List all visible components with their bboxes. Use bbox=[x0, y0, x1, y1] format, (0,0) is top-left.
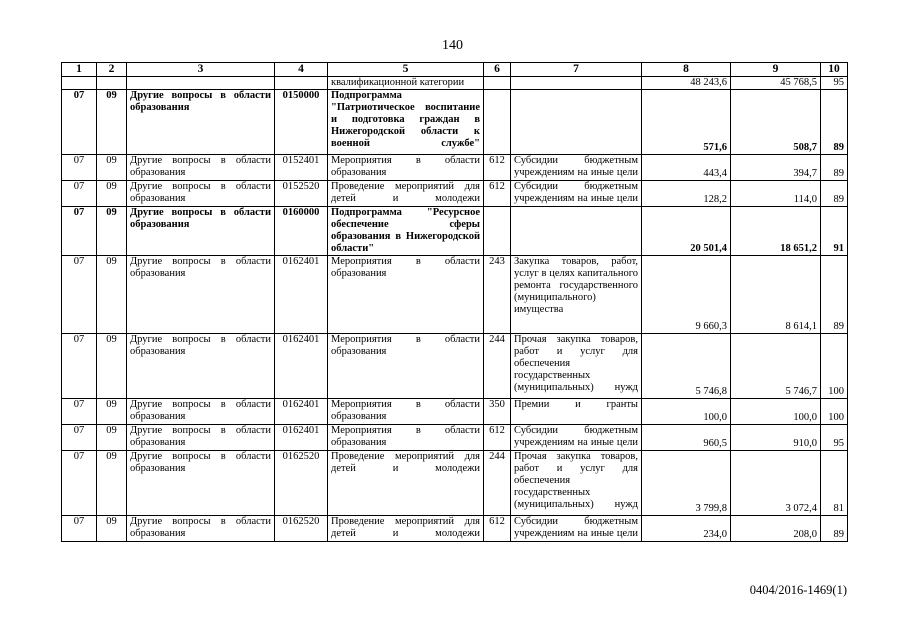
column-header: 10 bbox=[821, 63, 848, 77]
document-code: 0404/2016-1469(1) bbox=[749, 583, 847, 597]
cell-section: 07 bbox=[62, 334, 97, 399]
table-row bbox=[62, 90, 848, 155]
cell-assigned: 3 799,8 bbox=[642, 451, 731, 516]
cell-expense-name: Субсидии бюджетным учреждениям на иные цели bbox=[511, 516, 642, 542]
cell-subsection: 09 bbox=[97, 334, 127, 399]
cell-expense-name: Премии и гранты bbox=[511, 399, 642, 425]
column-header: 7 bbox=[511, 63, 642, 77]
page-number: 140 bbox=[442, 38, 463, 53]
cell-target-code: 0162401 bbox=[275, 256, 328, 334]
table-row bbox=[62, 207, 848, 256]
cell-assigned: 5 746,8 bbox=[642, 334, 731, 399]
cell-executed: 45 768,5 bbox=[731, 77, 821, 90]
cell-expense-name bbox=[511, 90, 642, 155]
cell-expense-type bbox=[484, 90, 511, 155]
cell-percent: 95 bbox=[821, 425, 848, 451]
cell-target-code: 0162520 bbox=[275, 516, 328, 542]
cell-description: квалификационной категории bbox=[328, 77, 484, 90]
table-row bbox=[62, 155, 848, 181]
cell-executed: 910,0 bbox=[731, 425, 821, 451]
cell-expense-name: Прочая закупка товаров, работ и услуг для обеспечения государственных (муниципальных) нужд bbox=[511, 334, 642, 399]
column-header: 4 bbox=[275, 63, 328, 77]
cell-percent: 89 bbox=[821, 516, 848, 542]
cell-expense-type: 612 bbox=[484, 425, 511, 451]
cell-expense-type: 244 bbox=[484, 334, 511, 399]
cell-percent: 89 bbox=[821, 90, 848, 155]
column-header: 6 bbox=[484, 63, 511, 77]
cell-section-name: Другие вопросы в области образования bbox=[127, 334, 275, 399]
cell-target-code: 0162401 bbox=[275, 399, 328, 425]
cell-expense-type: 243 bbox=[484, 256, 511, 334]
cell-description: Мероприятия в области образования bbox=[328, 155, 484, 181]
cell-percent: 81 bbox=[821, 451, 848, 516]
cell-expense-name: Субсидии бюджетным учреждениям на иные цели bbox=[511, 155, 642, 181]
cell-percent: 91 bbox=[821, 207, 848, 256]
cell-expense-type bbox=[484, 207, 511, 256]
cell-subsection: 09 bbox=[97, 181, 127, 207]
table-row bbox=[62, 399, 848, 425]
continuation-row bbox=[62, 77, 848, 90]
cell-section-name: Другие вопросы в области образования bbox=[127, 90, 275, 155]
cell-section-name: Другие вопросы в области образования bbox=[127, 155, 275, 181]
cell-assigned: 20 501,4 bbox=[642, 207, 731, 256]
cell-subsection: 09 bbox=[97, 451, 127, 516]
table-row bbox=[62, 451, 848, 516]
column-header: 9 bbox=[731, 63, 821, 77]
cell-percent: 100 bbox=[821, 334, 848, 399]
cell-percent: 89 bbox=[821, 181, 848, 207]
cell-expense-name: Прочая закупка товаров, работ и услуг для обеспечения государственных (муниципальных) нужд bbox=[511, 451, 642, 516]
table-row bbox=[62, 334, 848, 399]
cell-section: 07 bbox=[62, 425, 97, 451]
cell-subsection: 09 bbox=[97, 155, 127, 181]
cell-section-name: Другие вопросы в области образования bbox=[127, 516, 275, 542]
cell-target-code: 0160000 bbox=[275, 207, 328, 256]
cell-executed: 8 614,1 bbox=[731, 256, 821, 334]
cell-target-code: 0152401 bbox=[275, 155, 328, 181]
cell-executed: 18 651,2 bbox=[731, 207, 821, 256]
table-row bbox=[62, 256, 848, 334]
cell-section: 07 bbox=[62, 516, 97, 542]
header-row bbox=[62, 63, 848, 77]
cell-executed: 114,0 bbox=[731, 181, 821, 207]
cell-section-name: Другие вопросы в области образования bbox=[127, 425, 275, 451]
cell-subsection: 09 bbox=[97, 399, 127, 425]
cell-assigned: 9 660,3 bbox=[642, 256, 731, 334]
cell-description: Мероприятия в области образования bbox=[328, 334, 484, 399]
cell-description: Подпрограмма "Патриотическое воспитание и подготовка граждан в Нижегородской области к военной службе" bbox=[328, 90, 484, 155]
cell-executed: 508,7 bbox=[731, 90, 821, 155]
cell-section: 07 bbox=[62, 451, 97, 516]
cell-assigned: 128,2 bbox=[642, 181, 731, 207]
cell-subsection: 09 bbox=[97, 207, 127, 256]
cell-executed: 394,7 bbox=[731, 155, 821, 181]
cell-expense-name: Субсидии бюджетным учреждениям на иные цели bbox=[511, 425, 642, 451]
cell-description: Проведение мероприятий для детей и молодежи bbox=[328, 451, 484, 516]
cell-expense-type: 612 bbox=[484, 155, 511, 181]
cell-assigned: 960,5 bbox=[642, 425, 731, 451]
cell-executed: 208,0 bbox=[731, 516, 821, 542]
column-header: 2 bbox=[97, 63, 127, 77]
cell-section: 07 bbox=[62, 155, 97, 181]
cell-expense-type: 244 bbox=[484, 451, 511, 516]
cell-section: 07 bbox=[62, 399, 97, 425]
cell-section-name: Другие вопросы в области образования bbox=[127, 207, 275, 256]
cell-assigned: 48 243,6 bbox=[642, 77, 731, 90]
cell-percent: 89 bbox=[821, 256, 848, 334]
cell-section-name: Другие вопросы в области образования bbox=[127, 399, 275, 425]
cell-subsection: 09 bbox=[97, 256, 127, 334]
cell-subsection: 09 bbox=[97, 425, 127, 451]
cell-section: 07 bbox=[62, 90, 97, 155]
cell-subsection: 09 bbox=[97, 516, 127, 542]
column-header: 8 bbox=[642, 63, 731, 77]
cell-assigned: 443,4 bbox=[642, 155, 731, 181]
cell-expense-type: 350 bbox=[484, 399, 511, 425]
cell-assigned: 234,0 bbox=[642, 516, 731, 542]
cell-percent: 95 bbox=[821, 77, 848, 90]
cell-expense-type: 612 bbox=[484, 181, 511, 207]
cell-expense-name: Закупка товаров, работ, услуг в целях капитального ремонта государственного (муниципального) имущества bbox=[511, 256, 642, 334]
cell-description: Мероприятия в области образования bbox=[328, 399, 484, 425]
cell-executed: 5 746,7 bbox=[731, 334, 821, 399]
cell-section-name: Другие вопросы в области образования bbox=[127, 451, 275, 516]
cell-section: 07 bbox=[62, 181, 97, 207]
cell-description: Проведение мероприятий для детей и молодежи bbox=[328, 181, 484, 207]
cell-section: 07 bbox=[62, 256, 97, 334]
cell-assigned: 100,0 bbox=[642, 399, 731, 425]
cell-section-name: Другие вопросы в области образования bbox=[127, 181, 275, 207]
cell-subsection: 09 bbox=[97, 90, 127, 155]
cell-assigned: 571,6 bbox=[642, 90, 731, 155]
cell-description: Мероприятия в области образования bbox=[328, 256, 484, 334]
cell-description: Мероприятия в области образования bbox=[328, 425, 484, 451]
cell-target-code: 0150000 bbox=[275, 90, 328, 155]
table-row bbox=[62, 425, 848, 451]
table-row bbox=[62, 516, 848, 542]
table-row bbox=[62, 181, 848, 207]
cell-percent: 89 bbox=[821, 155, 848, 181]
cell-executed: 100,0 bbox=[731, 399, 821, 425]
cell-target-code: 0162401 bbox=[275, 334, 328, 399]
column-header: 3 bbox=[127, 63, 275, 77]
budget-table bbox=[61, 62, 848, 542]
cell-expense-type: 612 bbox=[484, 516, 511, 542]
column-header: 5 bbox=[328, 63, 484, 77]
cell-description: Подпрограмма "Ресурсное обеспечение сферы образования в Нижегородской области" bbox=[328, 207, 484, 256]
cell-section-name: Другие вопросы в области образования bbox=[127, 256, 275, 334]
cell-target-code: 0162401 bbox=[275, 425, 328, 451]
cell-description: Проведение мероприятий для детей и молодежи bbox=[328, 516, 484, 542]
cell-expense-name bbox=[511, 207, 642, 256]
cell-section: 07 bbox=[62, 207, 97, 256]
cell-percent: 100 bbox=[821, 399, 848, 425]
cell-target-code: 0152520 bbox=[275, 181, 328, 207]
column-header: 1 bbox=[62, 63, 97, 77]
cell-target-code: 0162520 bbox=[275, 451, 328, 516]
cell-expense-name: Субсидии бюджетным учреждениям на иные цели bbox=[511, 181, 642, 207]
cell-executed: 3 072,4 bbox=[731, 451, 821, 516]
